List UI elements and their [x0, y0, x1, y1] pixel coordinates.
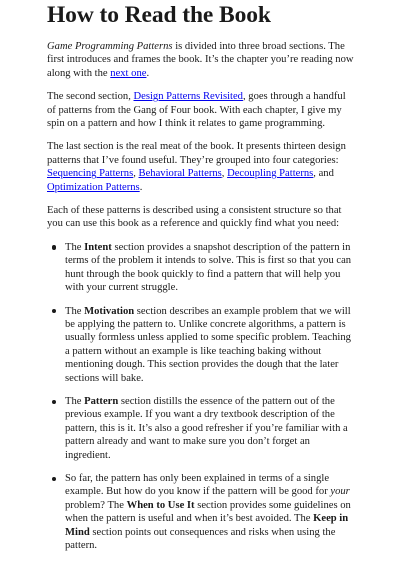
- list-item-intent: The Intent section provides a snapshot description of the pattern in terms of the problem it intends to solve. This is first so that you can hunt through the book quickly to find a pattern that will help you with your current struggle.: [47, 241, 357, 295]
- last-section-paragraph: The last section is the real meat of the book. It presents thirteen design patterns that I’ve found useful. They’re grouped into four categories: Sequencing Patterns, Behavioral Patterns, Decoupling Patterns, and Optimization Patterns.: [47, 141, 346, 193]
- page-title: How to Read the Book: [47, 2, 271, 28]
- intro-paragraph: Game Programming Patterns is divided into three broad sections. The first introduces and frames the book. It’s the chapter you’re reading now along with the next one.: [47, 41, 354, 79]
- bullet-icon: [52, 309, 56, 313]
- structure-paragraph: Each of these patterns is described using a consistent structure so that you can use this book as a reference and quickly find what you need:: [47, 205, 342, 230]
- design-patterns-revisited-link[interactable]: Design Patterns Revisited: [133, 91, 243, 103]
- bullet-icon: [52, 245, 56, 249]
- bullet-icon: [52, 400, 56, 404]
- section-structure-list: [47, 241, 357, 553]
- next-one-link[interactable]: next one: [110, 67, 147, 79]
- book-name: Game Programming Patterns: [47, 41, 173, 52]
- list-item-when-to-use: So far, the pattern has only been explained in terms of a single example. But how do you know if the pattern will be good for your problem? The When to Use It section provides some guidelines on when the pattern is useful and when it’s best avoided. The Keep in Mind section points out consequences and risks when using the pattern.: [47, 472, 357, 552]
- decoupling-patterns-link[interactable]: Decoupling Patterns: [227, 168, 314, 180]
- sequencing-patterns-link[interactable]: Sequencing Patterns: [47, 168, 134, 180]
- list-item-motivation: The Motivation section describes an example problem that we will be applying the pattern to. Unlike concrete algorithms, a pattern is usually formless unless applied to some specific problem. Teaching a pattern without an example is like teaching baking without mentioning dough. This section provides the dough that the later sections will bake.: [47, 305, 357, 385]
- list-item-pattern: The Pattern section distills the essence of the pattern out of the previous example. If you want a dry textbook description of the pattern, this is it. It’s also a good refresher if you’re familiar with a pattern already and want to make sure you don’t forget an ingredient.: [47, 395, 357, 462]
- bullet-icon: [52, 477, 56, 481]
- optimization-patterns-link[interactable]: Optimization Patterns: [47, 181, 140, 193]
- behavioral-patterns-link[interactable]: Behavioral Patterns: [138, 168, 222, 180]
- second-section-paragraph: The second section, Design Patterns Revisited, goes through a handful of patterns from the Gang of Four book. With each chapter, I give my spin on a pattern and how I think it relates to game programming.: [47, 91, 346, 130]
- page-content: [47, 0, 357, 562]
